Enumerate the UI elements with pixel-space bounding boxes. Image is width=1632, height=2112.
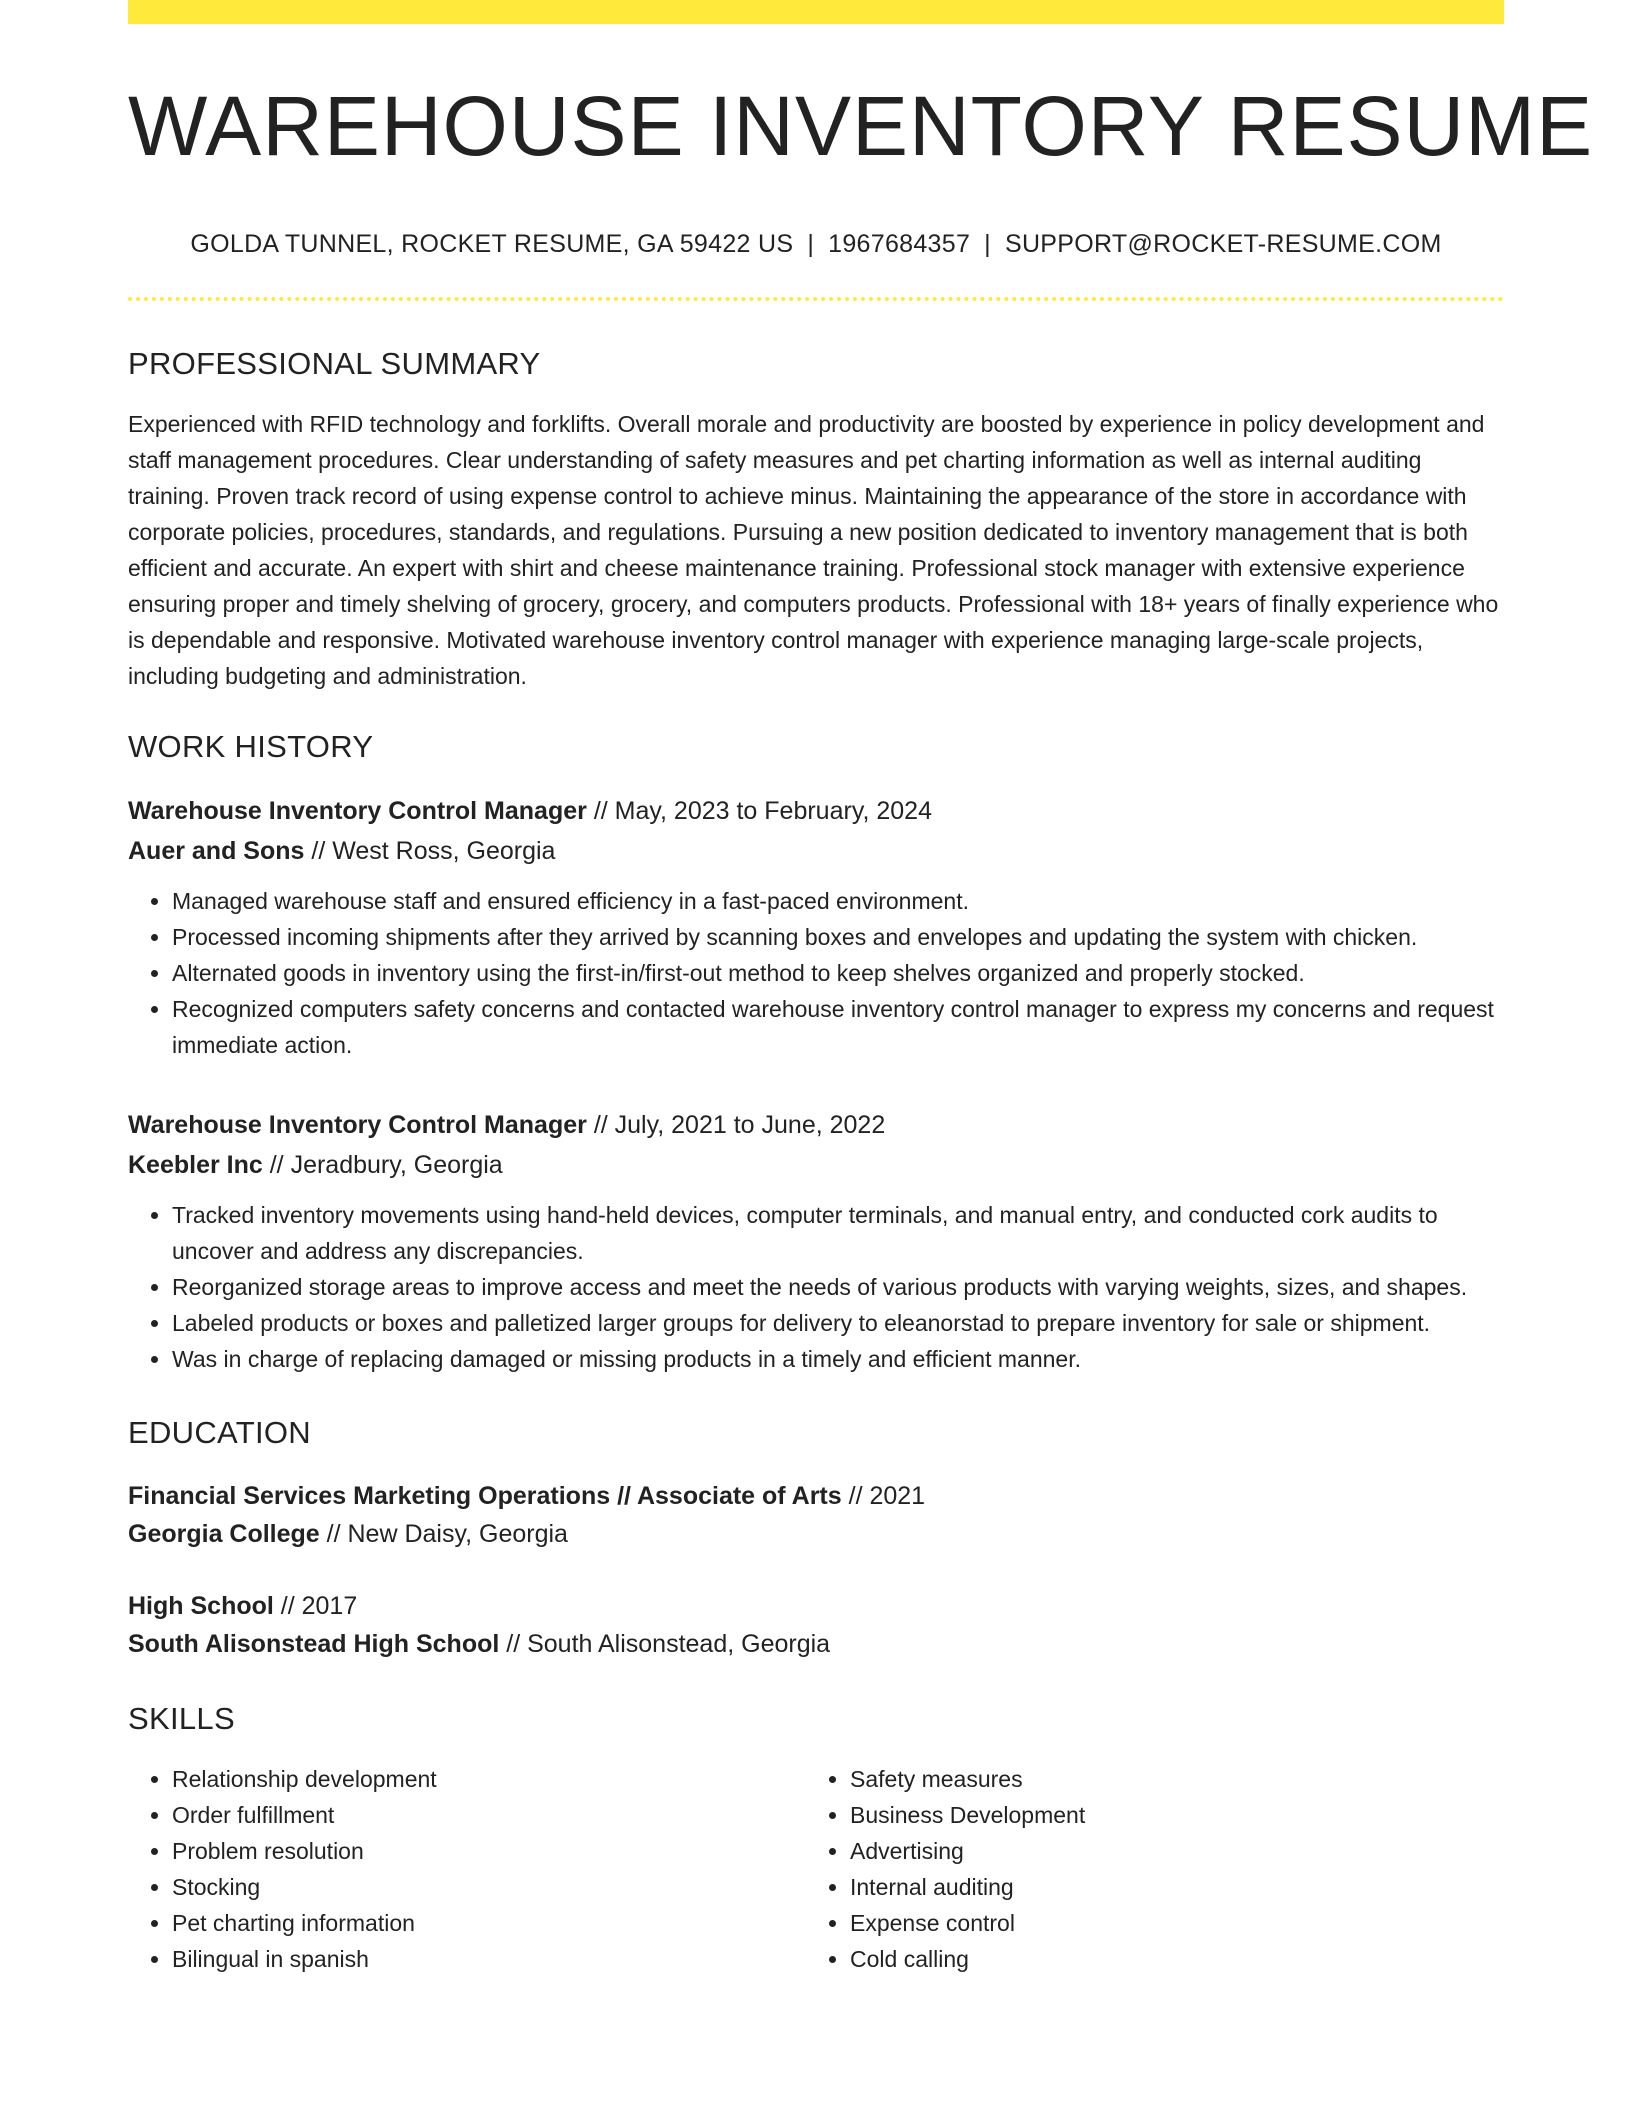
work-history-heading: WORK HISTORY <box>128 729 374 764</box>
job-bullet: • Reorganized storage areas to improve access and meet the needs of various products with varying weights, sizes, and shapes. <box>172 1269 1504 1305</box>
job-bullet: • Managed warehouse staff and ensured efficiency in a fast-paced environment. <box>172 883 1504 919</box>
job-title: Warehouse Inventory Control Manager <box>128 1111 587 1139</box>
job-company-line <box>128 1145 1504 1185</box>
education-degree-line <box>128 1587 1504 1625</box>
job-bullet: • Alternated goods in inventory using the first-in/first-out method to keep shelves organized and properly stocked. <box>172 955 1504 991</box>
job-bullet: • Processed incoming shipments after they arrived by scanning boxes and envelopes and updating the system with chicken. <box>172 919 1504 955</box>
job-bullet: • Tracked inventory movements using hand-held devices, computer terminals, and manual entry, and conducted cork audits to uncover and address any discrepancies. <box>172 1197 1504 1269</box>
education-year: // 2017 <box>273 1592 358 1620</box>
education-entry <box>128 1477 1504 1553</box>
job-dates: // July, 2021 to June, 2022 <box>586 1111 886 1139</box>
skill-item: • Safety measures <box>850 1761 1484 1797</box>
contact-line <box>128 230 1504 259</box>
education-location: // South Alisonstead, Georgia <box>499 1630 831 1658</box>
contact-separator: | <box>984 230 991 258</box>
job-bullet: • Labeled products or boxes and palletized larger groups for delivery to eleanorstad to prepare inventory for sale or shipment. <box>172 1305 1504 1341</box>
job-bullet: • Was in charge of replacing damaged or missing products in a timely and efficient manner. <box>172 1341 1504 1377</box>
skill-item: • Stocking <box>172 1869 806 1905</box>
job-entry <box>128 791 1504 1063</box>
skill-item: • Order fulfillment <box>172 1797 806 1833</box>
job-entry <box>128 1105 1504 1377</box>
job-company-line <box>128 831 1504 871</box>
skill-item: • Cold calling <box>850 1941 1484 1977</box>
skill-item: • Relationship development <box>172 1761 806 1797</box>
education-section <box>128 1415 1504 1663</box>
job-location: // Jeradbury, Georgia <box>262 1151 503 1179</box>
resume-page <box>128 0 1594 1977</box>
job-bullets <box>128 1197 1504 1377</box>
summary-heading: PROFESSIONAL SUMMARY <box>128 346 541 381</box>
work-history-section <box>128 729 1504 1377</box>
education-entry <box>128 1587 1504 1663</box>
contact-email: SUPPORT@ROCKET-RESUME.COM <box>1004 230 1442 258</box>
education-year: // 2021 <box>841 1482 926 1510</box>
resume-title: WAREHOUSE INVENTORY RESUME <box>128 79 1594 173</box>
skill-item: • Bilingual in spanish <box>172 1941 806 1977</box>
dotted-divider <box>128 297 1504 301</box>
skill-item: • Pet charting information <box>172 1905 806 1941</box>
skills-list-left <box>128 1761 806 1977</box>
skill-item: • Advertising <box>850 1833 1484 1869</box>
job-company: Keebler Inc <box>128 1151 263 1179</box>
education-school: South Alisonstead High School <box>128 1630 500 1658</box>
skills-section <box>128 1701 1504 1977</box>
education-school-line <box>128 1515 1504 1553</box>
skill-item: • Problem resolution <box>172 1833 806 1869</box>
summary-section <box>128 346 1504 694</box>
education-school: Georgia College <box>128 1520 320 1548</box>
job-title: Warehouse Inventory Control Manager <box>128 797 587 825</box>
education-location: // New Daisy, Georgia <box>319 1520 568 1548</box>
education-degree: Financial Services Marketing Operations // Associate of Arts <box>128 1482 842 1510</box>
education-degree: High School <box>128 1592 274 1620</box>
education-degree-line <box>128 1477 1504 1515</box>
job-location: // West Ross, Georgia <box>304 837 556 865</box>
contact-address: GOLDA TUNNEL, ROCKET RESUME, GA 59422 US <box>190 230 794 258</box>
skill-item: • Internal auditing <box>850 1869 1484 1905</box>
skills-columns <box>128 1761 1504 1977</box>
skills-heading: SKILLS <box>128 1701 235 1736</box>
education-school-line <box>128 1625 1504 1663</box>
skill-item: • Business Development <box>850 1797 1484 1833</box>
job-title-line <box>128 791 1504 831</box>
education-heading: EDUCATION <box>128 1415 311 1450</box>
skills-list-right <box>806 1761 1484 1977</box>
contact-separator: | <box>807 230 815 258</box>
skill-item: • Expense control <box>850 1905 1484 1941</box>
job-dates: // May, 2023 to February, 2024 <box>586 797 932 825</box>
job-bullets <box>128 883 1504 1063</box>
job-title-line <box>128 1105 1504 1145</box>
job-bullet: • Recognized computers safety concerns and contacted warehouse inventory control manager to express my concerns and request immediate action. <box>172 991 1504 1063</box>
job-company: Auer and Sons <box>128 837 305 865</box>
top-accent-bar <box>128 0 1504 24</box>
contact-phone: 1967684357 <box>828 230 971 258</box>
summary-text: Experienced with RFID technology and forklifts. Overall morale and productivity are boosted by experience in policy development and staff management procedures. Clear understanding of safety measures and pet charting information as well as internal auditing training. Proven track record of using expense control to achieve minus. Maintaining the appearance of the store in accordance with corporate policies, procedures, standards, and regulations. Pursuing a new position dedicated to inventory management that is both efficient and accurate. An expert with shirt and cheese maintenance training. Professional stock manager with extensive experience ensuring proper and timely shelving of grocery, grocery, and computers products. Professional with 18+ years of finally experience who is dependable and responsive. Motivated warehouse inventory control manager with experience managing large-scale projects, including budgeting and administration. <box>128 411 1499 689</box>
